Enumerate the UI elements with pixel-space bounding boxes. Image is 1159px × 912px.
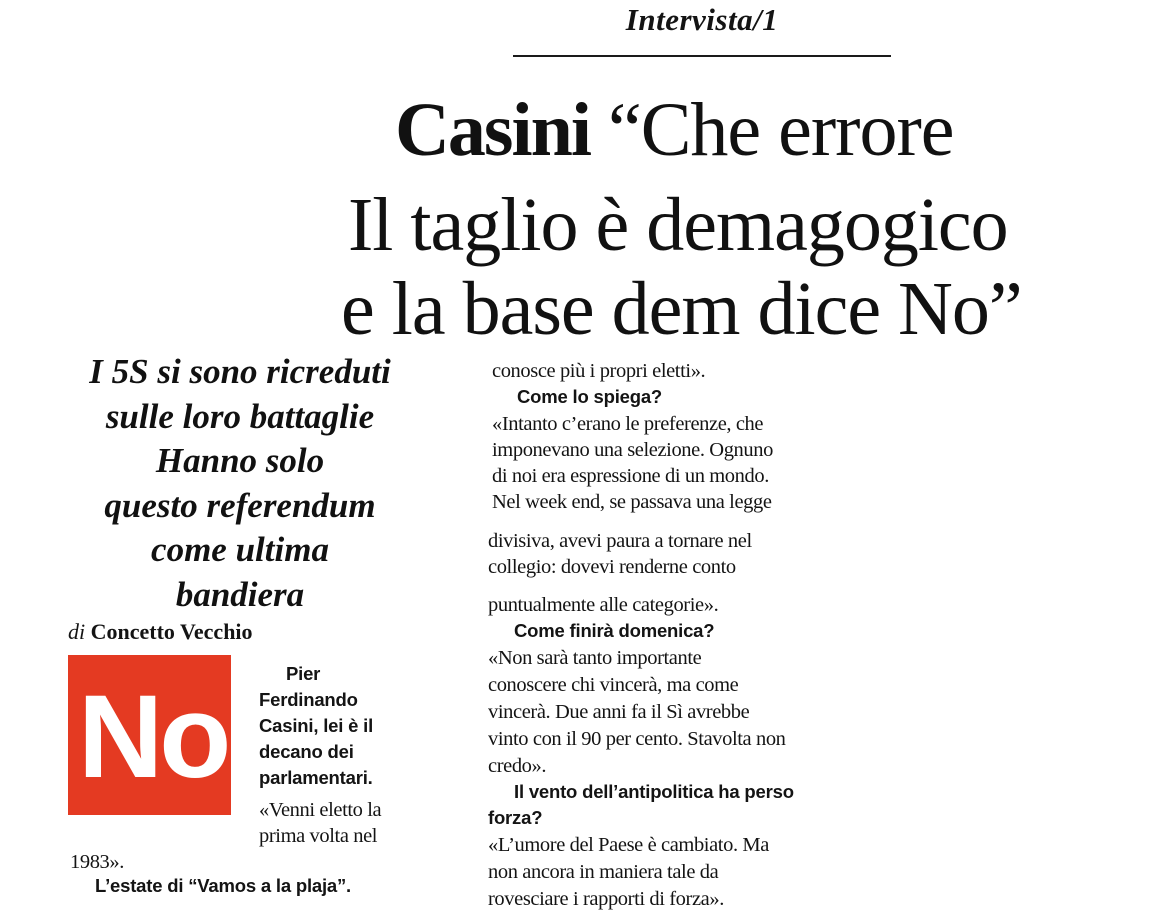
pull-quote-line: Hanno solo <box>155 441 325 480</box>
interview-answer-1 <box>70 797 382 873</box>
answer-line: prima volta nel <box>259 825 378 847</box>
byline-prefix: di <box>68 619 86 644</box>
question-line: Casini, lei è il <box>259 715 374 736</box>
question-line: Pier <box>286 663 321 684</box>
headline-name: Casini <box>395 88 590 172</box>
article-body-line: «Intanto c’erano le preferenze, che <box>492 413 764 435</box>
article-body-line: conosce più i propri eletti». <box>492 360 706 382</box>
interview-question-line: Come finirà domenica? <box>514 620 715 641</box>
answer-line: «Venni eletto la <box>259 799 382 821</box>
article-body-line: collegio: dovevi renderne conto <box>488 556 736 578</box>
pull-quote-line: questo referendum <box>104 485 376 525</box>
pull-quote-line: sulle loro battaglie <box>105 396 375 436</box>
article-body-line: vincerà. Due anni fa il Sì avrebbe <box>488 701 750 723</box>
question-line: parlamentari. <box>259 767 373 788</box>
answer-line: 1983». <box>70 851 124 873</box>
article-body-line: «Non sarà tanto importante <box>488 647 702 669</box>
pull-quote-line: I 5S si sono ricreduti <box>89 352 391 391</box>
article-body-line: rovesciare i rapporti di forza». <box>488 888 724 910</box>
headline-line-1-rest: “Che errore <box>589 88 954 172</box>
article-body-line: Nel week end, se passava una legge <box>492 491 772 513</box>
pull-quote <box>40 350 440 617</box>
no-badge-text: No <box>78 671 228 803</box>
article-body-line: conoscere chi vincerà, ma come <box>488 674 739 696</box>
section-kicker: Intervista/1 <box>625 2 779 37</box>
question-line: Ferdinando <box>259 689 358 710</box>
interview-question-line: Come lo spiega? <box>517 386 663 407</box>
pull-quote-line: bandiera <box>175 574 305 614</box>
article-body-line: divisiva, avevi paura a tornare nel <box>488 530 752 552</box>
headline-line-2: Il taglio è demagogico <box>348 183 1008 267</box>
article-body-line: imponevano una selezione. Ognuno <box>492 439 773 461</box>
article-body-line: «L’umore del Paese è cambiato. Ma <box>488 834 769 856</box>
article-body-line: puntualmente alle categorie». <box>488 594 719 616</box>
article-body-line: credo». <box>488 755 547 777</box>
pull-quote-line: come ultima <box>151 530 329 569</box>
headline-line-3: e la base dem dice No” <box>341 267 1022 351</box>
question-line: decano dei <box>259 741 354 762</box>
article-body-line: non ancora in maniera tale da <box>488 861 719 883</box>
byline <box>68 618 253 646</box>
byline-author: Concetto Vecchio <box>90 619 253 644</box>
article-body-line: di noi era espressione di un mondo. <box>492 465 769 487</box>
interview-question-line: Il vento dell’antipolitica ha perso <box>514 781 794 802</box>
article-body-line: vinto con il 90 per cento. Stavolta non <box>488 728 786 750</box>
interview-question-1 <box>259 661 373 791</box>
interview-question-2: L’estate di “Vamos a la plaja”. <box>95 875 351 896</box>
no-badge <box>68 655 231 815</box>
interview-question-line: forza? <box>488 807 543 828</box>
kicker-rule <box>513 55 891 57</box>
headline-line-1 <box>395 86 954 174</box>
